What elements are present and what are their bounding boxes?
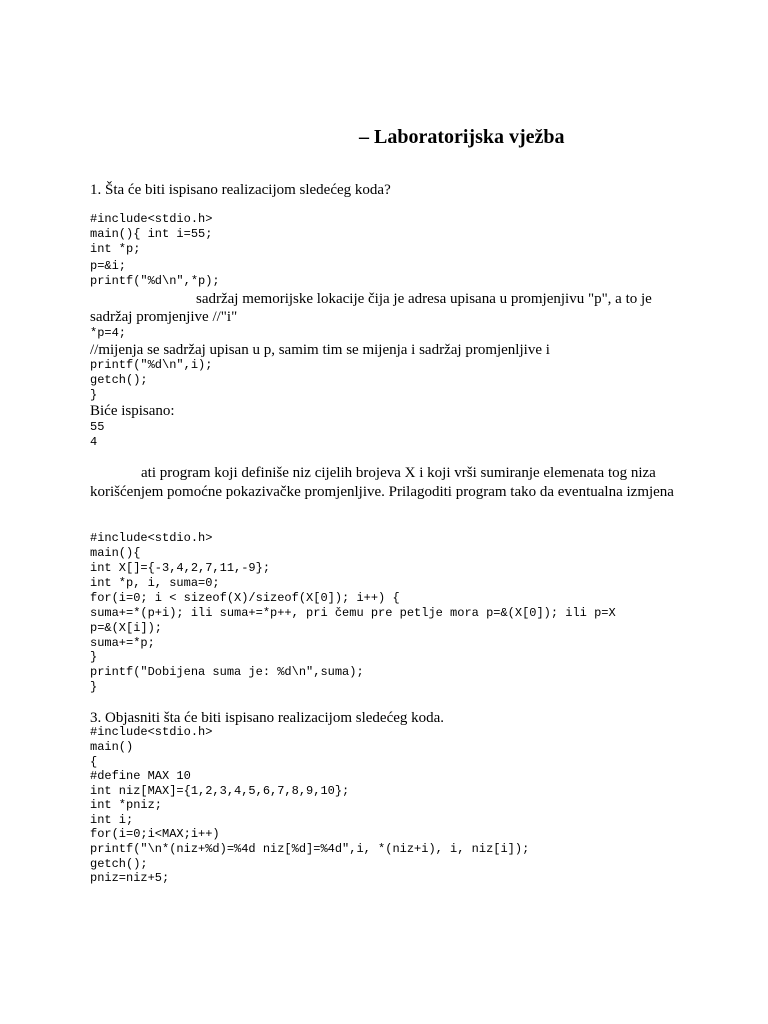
code-line: int *pniz; (90, 798, 163, 812)
code-line: #include<stdio.h> (90, 531, 213, 545)
q2-text-line-2: korišćenjem pomoćne pokazivačke promjenljive. Prilagoditi program tako da eventualna izmjena (90, 484, 674, 500)
q1-comment-line-2: sadržaj promjenjive //"i" (90, 309, 238, 325)
code-line: #include<stdio.h> (90, 725, 213, 739)
code-line: int niz[MAX]={1,2,3,4,5,6,7,8,9,10}; (90, 784, 350, 798)
code-line: suma+=*p; (90, 636, 155, 650)
code-line: printf("%d\n",*p); (90, 274, 220, 288)
code-line: p=&i; (90, 259, 127, 273)
code-line: suma+=*(p+i); ili suma+=*p++, pri čemu pre petlje mora p=&(X[0]); ili p=X (90, 606, 616, 620)
q1-result-label: Biće ispisano: (90, 403, 175, 419)
code-line: int i; (90, 813, 134, 827)
q1-comment-line-1: sadržaj memorijske lokacije čija je adresa upisana u promjenjivu "p", a to je (196, 291, 652, 307)
q1-question: 1. Šta će biti ispisano realizacijom sledećeg koda? (90, 182, 391, 198)
code-line: int *p; (90, 242, 141, 256)
code-line: for(i=0;i<MAX;i++) (90, 827, 220, 841)
q2-text-line-1: ati program koji definiše niz cijelih brojeva X i koji vrši sumiranje elemenata tog niza (141, 465, 656, 481)
code-line: int X[]={-3,4,2,7,11,-9}; (90, 561, 271, 575)
code-line: printf("\n*(niz+%d)=%4d niz[%d]=%4d",i, *(niz+i), i, niz[i]); (90, 842, 530, 856)
code-line: int *p, i, suma=0; (90, 576, 220, 590)
code-line: main(){ int i=55; (90, 227, 213, 241)
output-line: 55 (90, 420, 105, 434)
output-line: 4 (90, 435, 98, 449)
page-title: – Laboratorijska vježba (359, 126, 565, 148)
code-line: pniz=niz+5; (90, 871, 170, 885)
code-line: p=&(X[i]); (90, 621, 163, 635)
code-line: #define MAX 10 (90, 769, 191, 783)
code-line: #include<stdio.h> (90, 212, 213, 226)
code-line: { (90, 755, 98, 769)
code-line: printf("Dobijena suma je: %d\n",suma); (90, 665, 364, 679)
code-line: getch(); (90, 857, 148, 871)
code-line: getch(); (90, 373, 148, 387)
code-line: } (90, 388, 98, 402)
code-line: *p=4; (90, 326, 127, 340)
code-line: printf("%d\n",i); (90, 358, 213, 372)
code-line: } (90, 650, 98, 664)
code-line: for(i=0; i < sizeof(X)/sizeof(X[0]); i++) { (90, 591, 400, 605)
code-line: main() (90, 740, 134, 754)
code-line: main(){ (90, 546, 141, 560)
q1-comment-2: //mijenja se sadržaj upisan u p, samim tim se mijenja i sadržaj promjenljive i (90, 342, 550, 358)
q3-question: 3. Objasniti šta će biti ispisano realizacijom sledećeg koda. (90, 710, 445, 726)
code-line: } (90, 680, 98, 694)
